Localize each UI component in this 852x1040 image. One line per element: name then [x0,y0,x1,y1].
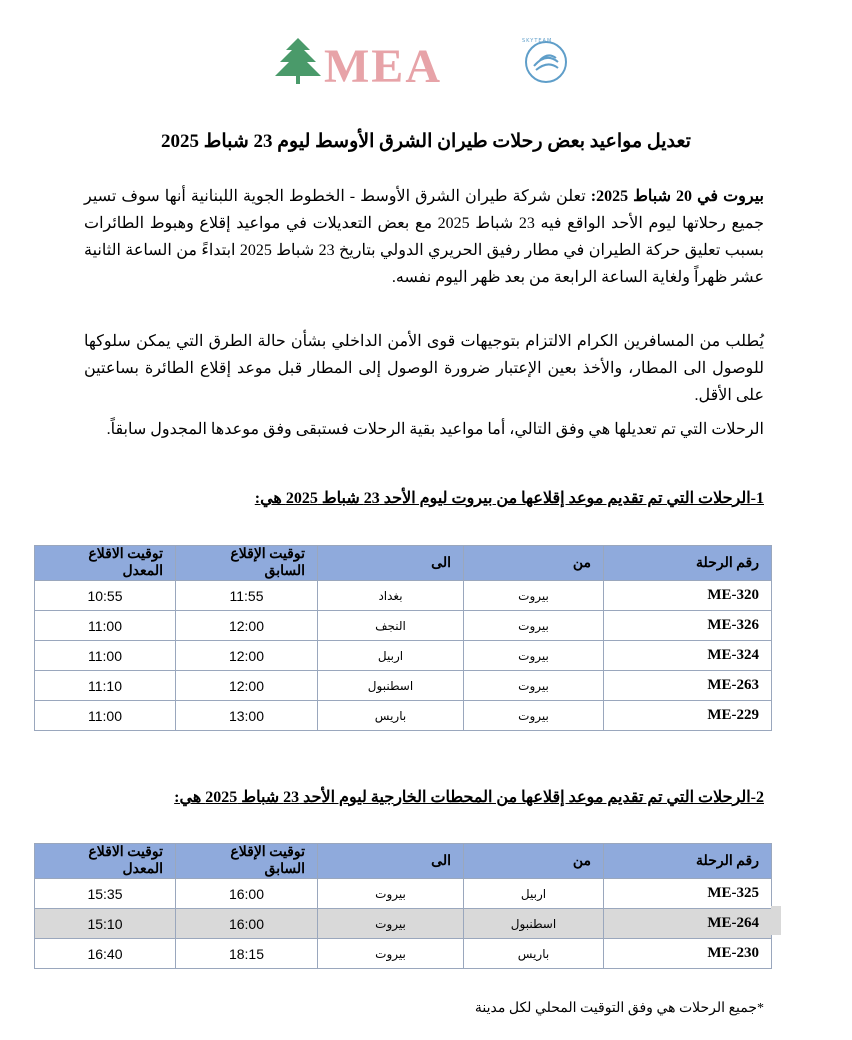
col-old-time: توقيت الإقلاع السابق [176,844,318,879]
old-time: 12:00 [176,611,318,641]
old-time: 16:00 [176,879,318,909]
destination: بيروت [318,939,464,969]
mea-logo [272,36,582,88]
old-time: 12:00 [176,641,318,671]
destination: بيروت [318,879,464,909]
origin: بيروت [464,611,604,641]
destination: باريس [318,701,464,731]
col-from: من [464,844,604,879]
table-row [35,581,772,611]
flight-number: ME-229 [604,701,772,731]
flight-number: ME-264 [604,909,772,939]
flight-number: ME-320 [604,581,772,611]
new-time: 16:40 [35,939,176,969]
origin: اسطنبول [464,909,604,939]
flight-number: ME-325 [604,879,772,909]
table-header-row [35,546,772,581]
section2-heading: 2-الرحلات التي تم تقديم موعد إقلاعها من المحطات الخارجية ليوم الأحد 23 شباط 2025 هي: [174,789,764,806]
col-new-time: توقيت الاقلاع المعدل [35,844,176,879]
new-time: 15:35 [35,879,176,909]
new-time: 15:10 [35,909,176,939]
origin: بيروت [464,581,604,611]
svg-text:SKYTEAM: SKYTEAM [522,38,553,44]
old-time: 11:55 [176,581,318,611]
col-flight: رقم الرحلة [604,546,772,581]
new-time: 11:00 [35,641,176,671]
col-to: الى [318,546,464,581]
col-old-time: توقيت الإقلاع السابق [176,546,318,581]
origin: اربيل [464,879,604,909]
old-time: 16:00 [176,909,318,939]
flight-number: ME-263 [604,671,772,701]
col-flight: رقم الرحلة [604,844,772,879]
flight-number: ME-230 [604,939,772,969]
destination: اربيل [318,641,464,671]
row-highlight-overflow [771,906,781,935]
section1-heading: 1-الرحلات التي تم تقديم موعد إقلاعها من بيروت ليوم الأحد 23 شباط 2025 هي: [254,490,764,507]
intro-paragraph [84,183,764,291]
new-time: 11:00 [35,701,176,731]
intro-text: تعلن شركة طيران الشرق الأوسط - الخطوط الجوية اللبنانية أنها سوف تسير جميع رحلاتها ليوم الأحد الواقع فيه 23 شباط 2025 مع بعض التعديلات في مواعيد إقلاع وهبوط الطائرات بسبب تعليق حركة الطيران في مطار رفيق الحريري الدولي بتاريخ 23 شباط 2025 ابتداءً من الساعة الثانية عشر ظهراً ولغاية الساعة الرابعة من بعد ظهر اليوم نفسه. [84,188,765,286]
table-row [35,641,772,671]
col-to: الى [318,844,464,879]
old-time: 13:00 [176,701,318,731]
dateline: بيروت في 20 شباط 2025: [590,188,765,205]
old-time: 18:15 [176,939,318,969]
table-row [35,909,772,939]
footnote: *جميع الرحلات هي وفق التوقيت المحلي لكل مدينة [474,1001,764,1016]
new-time: 11:00 [35,611,176,641]
new-time: 10:55 [35,581,176,611]
page-title: تعديل مواعيد بعض رحلات طيران الشرق الأوسط ليوم 23 شباط 2025 [161,131,691,152]
col-from: من [464,546,604,581]
old-time: 12:00 [176,671,318,701]
skyteam-icon [522,38,566,82]
passenger-advice-paragraph: يُطلب من المسافرين الكرام الالتزام بتوجيهات قوى الأمن الداخلي بشأن حالة الطرق التي يمكن سلوكها للوصول الى المطار، والأخذ بعين الإعتبار ضرورة الوصول إلى المطار قبل موعد إقلاع الطائرة بساعتين على الأقل. [84,333,764,404]
origin: بيروت [464,701,604,731]
departures-stations-table [34,843,772,969]
origin: باريس [464,939,604,969]
departures-beirut-table [34,545,772,731]
destination: بيروت [318,909,464,939]
cedar-tree-icon [275,38,321,84]
table-header-row [35,844,772,879]
origin: بيروت [464,641,604,671]
origin: بيروت [464,671,604,701]
table-row [35,939,772,969]
schedule-note-paragraph: الرحلات التي تم تعديلها هي وفق التالي، أما مواعيد بقية الرحلات فستبقى وفق موعدها المجدول سابقاً. [106,421,764,438]
destination: اسطنبول [318,671,464,701]
table-row [35,671,772,701]
new-time: 11:10 [35,671,176,701]
table-row [35,701,772,731]
table-row [35,879,772,909]
destination: النجف [318,611,464,641]
table-row [35,611,772,641]
col-new-time: توقيت الاقلاع المعدل [35,546,176,581]
mea-wordmark: MEA [324,40,442,88]
destination: بغداد [318,581,464,611]
flight-number: ME-326 [604,611,772,641]
flight-number: ME-324 [604,641,772,671]
